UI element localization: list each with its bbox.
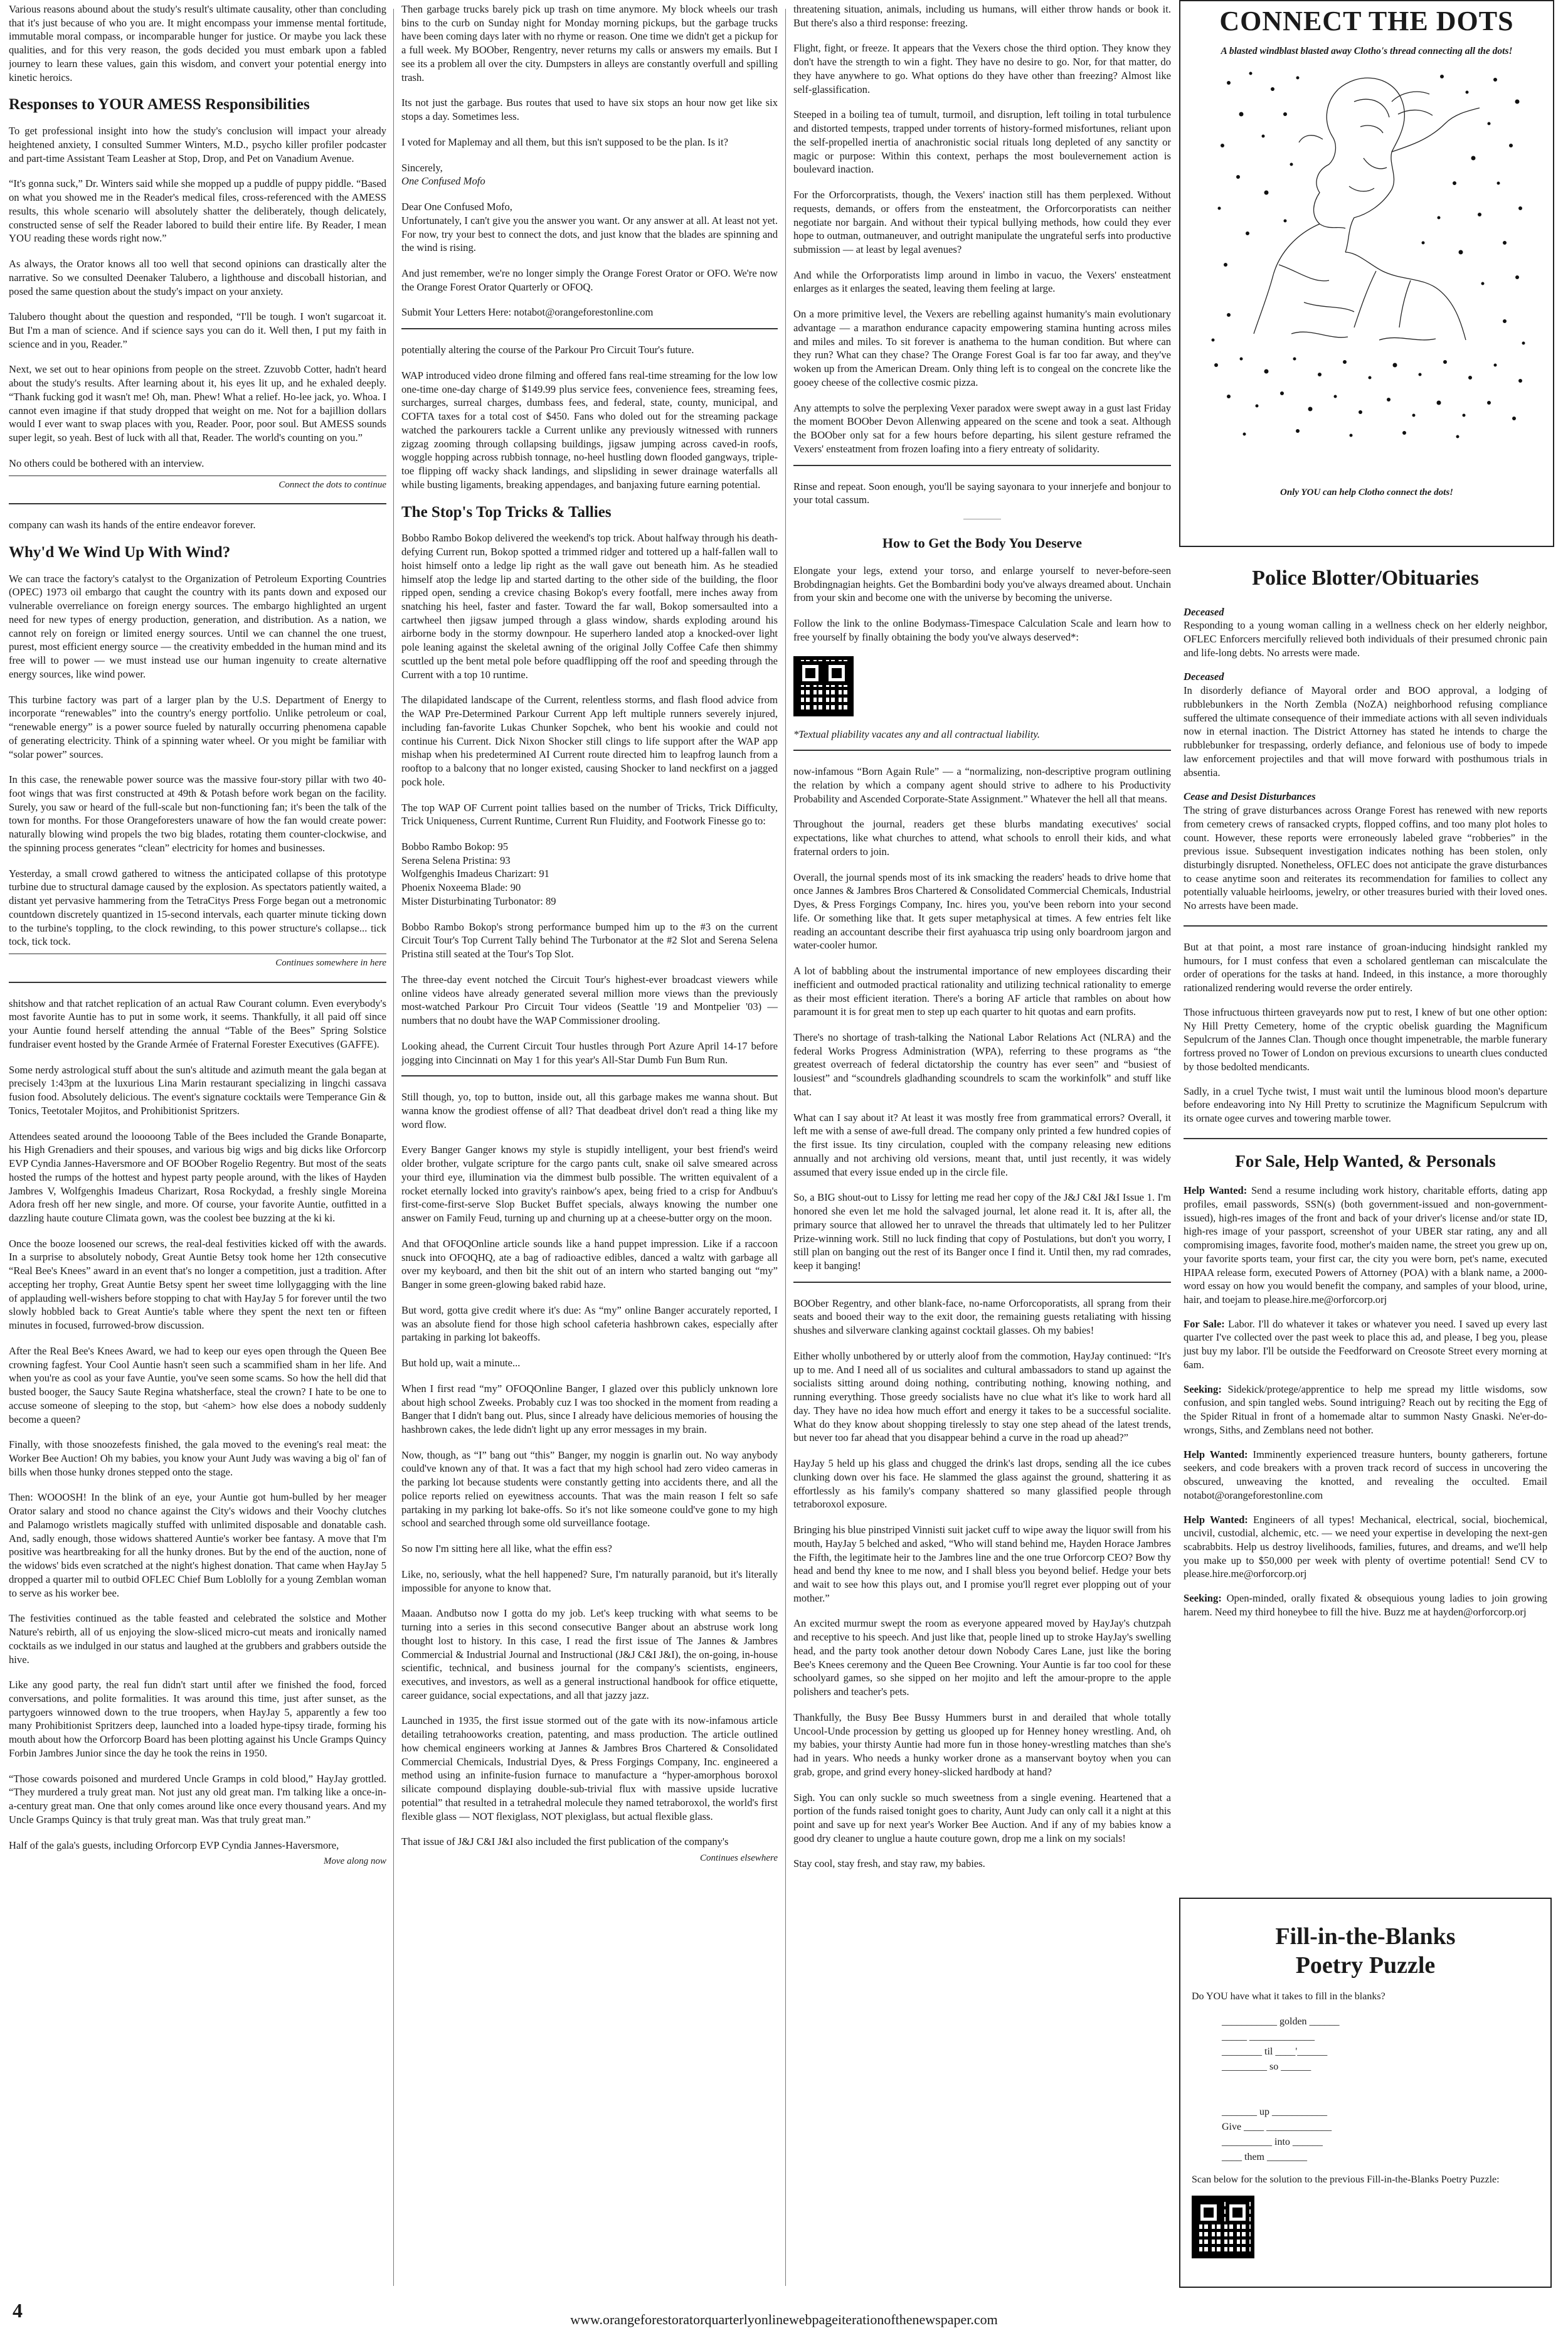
reply-paragraph: And just remember, we're no longer simply the Orange Forest Orator or OFO. We're now the Orange Forest Orator Quarterly or OFOQ. [401,267,778,293]
article-paragraph: Either wholly unbothered by or utterly aloof from the commotion, HayJay continued: “It's up to me. And I need all of us socialites and cultural ambassadors to stand up against the socialists sitting around doing nothing, contributing nothing, knowing nothing, and running everything. Those greedy socialists have no clue what it's like to work hard all day. They have no idea how much effort and energy it takes to be a successful socialite. What do they know about shopping tirelessly to stay one step ahead of the latest trends, but never too far ahead that you disappear behind a curve in the road up ahead?” [793,1349,1171,1444]
article-paragraph: “It's gonna suck,” Dr. Winters said while she mopped up a puddle of puppy piddle. “Based on what you showed me in the Reader's medical files, cross-referenced with the AMESS results, this whole scenario will absolutely shatter the deliberately, though delicately, constructed sense of self the Reader labored to build their entire life. By Reader, I mean YOU reading these words right now.” [9,178,386,245]
article-paragraph: A lot of babbling about the instrumental importance of new employees discarding their inefficient and outmoded practical rationality and utilizing technical rationality to emerge as their most efficient iteration. There's a boring AF article that rambles on about how paramount it is for great men to step up each quarter to hit quotas and earn profits. [793,965,1171,1018]
ad-disclaimer: *Textual pliability vacates any and all contractual liability. [793,728,1040,740]
article-paragraph: Half of the gala's guests, including Orforcorp EVP Cyndia Jannes-Haversmore, [9,1839,339,1851]
article-paragraph: Bobbo Rambo Bokop delivered the weekend's top trick. About halfway through his death-defying Current run, Bokop spotted a trimmed ridger and tottered up a half-fallen wall to hoist himself onto a ledge lip right as the wall gave out beneath him. As he steadied himself atop the ledge lip and started darting to the other side of the building, the floor ripped open, sending a crevice chasing Bokop's every footfall, mere inches away from snatching his heel, faster and faster. Toward the far wall, Bokop somersaulted into a cartwheel then jigsaw jumped through a glass window, shards exploding around his airborne body in the stormy downpour. He superhero landed atop a knocked-over light pole leaning against the skeletal awning of the original Jolly Coffee Cafe then shimmy scuttled up the bent metal pole before quadflipping off the roof and speeding through the Current with a top 10 runtime. [401,532,778,681]
score-item: Serena Selena Pristina: 93 [401,854,511,866]
article-paragraph: Throughout the journal, readers get these blurbs mandating executives' social expectations, like what churches to attend, what schools to enroll their kids, and what fraternal orders to join. [793,818,1171,858]
ad-label: Help Wanted: [1184,1513,1248,1526]
dots-title: CONNECT THE DOTS [1219,6,1514,36]
column-3 [793,3,1171,2292]
article-paragraph: Like any good party, the real fun didn't start until after we finished the food, forced conversations, and polite formalities. It was around this time, just after sunset, as the partygoers winnowed down to the true troopers, when HayJay 5, apparently a few too many Prohibitionist Spritzers deep, launched into a loaded hype-tipsy tirade, forming his mouth about how the Orforcorp Board has been plotting against his Uncle Gramps Quincy Forbin Jambres Junior since the day he took the reins in 1950. [9,1679,386,1759]
section-heading: Responses to YOUR AMESS Responsibilities [9,96,310,114]
article-paragraph: Finally, with those snoozefests finished, the gala moved to the evening's real meat: the Worker Bee Auction! Oh my babies, you know your Aunt Judy was waving a big ol' fan of bills when those hunky drones stepped onto the stage. [9,1438,386,1478]
article-paragraph: threatening situation, animals, including us humans, will either throw hands or book it. But there's also a third response: freezing. [793,3,1171,29]
poem-question: Do YOU have what it takes to fill in the blanks? [1192,1991,1385,2002]
article-paragraph: Bringing his blue pinstriped Vinnisti suit jacket cuff to wipe away the liquor swill from his mouth, HayJay 5 belched and asked, “Who will stand behind me, Hayden Horace Jambres the Fifth, the legitimate heir to the Jambres line and the one true Orforcorp CEO? Bow thy head and bend thy knee to me now, and I shall bless you beyond belief. Hedge your bets and wait to see how this plays out, and I promise you'll regret ever plopping out of your mother.” [793,1524,1171,1604]
connect-the-dots-box [1179,0,1554,547]
article-paragraph: The three-day event notched the Circuit Tour's highest-ever broadcast viewers while online videos have already generated several million more views than the previously most-watched Parkour Pro Circuit Tour videos (Seattle '19 and Montpelier '03) — numbers that no doubt have the WAP Commissioner drooling. [401,973,778,1027]
article-paragraph: Once the booze loosened our screws, the real-deal festivities kicked off with the awards. In a surprise to absolutely nobody, Great Auntie Betsy took home her 12th consecutive “Real Bee's Knees” award in an event that's no longer a competition, just a tradition. After accepting her trophy, Great Auntie Betsy spent her sweet time lollygagging with the line of applauding well-wishers before stopping to chat with HayJay 5 for forever until the two slowly hobbled back to Great Auntie's table where they spent the next ten or fifteen minutes in focused, furrowed-brow discussion. [9,1237,386,1332]
article-paragraph: And that OFOQOnline article sounds like a hand puppet impression. Like if a raccoon snuck into OFOQHQ, ate a bag of radioactive edibles, danced a waltz with garbage all over my keyboard, and then bit the shit out of an intern who started banging out “my” Banger in some green-glowing baked rabid haze. [401,1237,778,1291]
poem-line[interactable]: ___________ golden ______ [1222,2016,1340,2027]
score-item: Wolfgenghis Imadeus Charizart: 91 [401,868,549,880]
article-paragraph: Now, though, as “I” bang out “this” Banger, my noggin is gnarlin out. No way anybody could've known any of that. It was a fact that my high school had zero video cameras in the parking lot because students were constantly getting into accidents there, and all the police reports relied on eyewitness accounts. That was the main reason I felt so safe partaking in my parking lot bake-offs. So it's not like someone could've gone to my high school and searched through some old surveillance footage. [401,1448,778,1529]
article-paragraph: Thankfully, the Busy Bee Bussy Hummers burst in and derailed that whole totally Uncool-Unde procession by getting us glooped up for Henney honey wrestling. And, oh my babies, your thirsty Auntie had more fun in those honey-wrestling matches than she's had in years. Who needs a hunky worker drone as a manservant boytoy when you can grab, grope, and grind every honey-slicked hardbody at hand? [793,1711,1171,1778]
article-paragraph: Stay cool, stay fresh, and stay raw, my babies. [793,1857,985,1870]
article-paragraph: now-infamous “Born Again Rule” — a “normalizing, non-descriptive program outlining the relation by which a company agent should strive to adhere to his Productivity Probability and Ascended Corporate-State Assignment.” Whatever the hell all that means. [793,765,1171,805]
article-divider [793,465,1171,466]
article-paragraph: Sigh. You can only suckle so much sweetness from a single evening. Heartened that a portion of the funds raised tonight goes to charity, Aunt Judy can only call it a night at this point and save up for next year's Worker Bee Auction. And if any of my babies know a good dry cleaner to unglue a haute couture gown, drop me a link on my socials! [793,1791,1171,1844]
poem-line [1222,2076,1539,2088]
section-heading: The Stop's Top Tricks & Tallies [401,503,612,521]
article-paragraph: This turbine factory was part of a larger plan by the U.S. Department of Energy to incorporate “renewables” into the country's energy portfolio. Unlike petroleum or coal, “renewable energy” is a power source fueled by naturally occurring phenomena capable of generating electricity. Think of a spinning water wheel. Or you might be familiar with “solar power” sources. [9,693,386,760]
article-paragraph: Next, we set out to hear opinions from people on the street. Zzuvobb Cotter, hadn't heard about the study's results. After learning about it, his eyes lit up, and he exhaled deeply. “Thank fucking god it wasn't me! Oh, man. Phew! What a relief. Ho-lee jack, yo. Whoa. I cannot even imagine if that study dropped that weight on me. Not for a bajillion dollars would I ever want to swap places with you, Reader. Poor, poor soul. But AMESS sounds super legit, so yeah. Best of luck with all that, Reader. The world's counting on you.” [9,363,386,444]
blotter-text: The string of grave disturbances across Orange Forest has renewed with new reports from cemetery crews of ransacked crypts, flopped coffins, and too many plot holes to count. However, these reports were erroneously labeled grave “robberies” in the previous issue. Subsequent investigation indicates nothing has been stolen, only disturbingly disrupted. Nonetheless, OFLEC does not anticipate the grave disturbances to cease anytime soon and reiterates its recommendation for families to collect any potentially valuable heirlooms, jewelry, or other treasures buried with their loved ones. No arrests have been made. [1184,804,1547,912]
column-1 [9,3,386,2292]
police-title: Police Blotter/Obituaries [1252,566,1479,590]
ad-text: Open-minded, orally fixated & obsequious young ladies to join growing harem. Need my third honeybee to fill the hive. Buzz me at hayden@orforcorp.orj [1184,1592,1547,1618]
poem-blanks[interactable] [1192,2016,1539,2163]
footer-url[interactable]: www.orangeforestoratorquarterlyonlinewebpageiterationofthenewspaper.com [570,2312,998,2327]
article-paragraph: Launched in 1935, the first issue stormed out of the gate with its now-infamous article detailing tetrahooworks creation, patenting, and mass production. The article outlined how chemical engineers working at Jannes & Jambres Bros Chartered & Consolidated Commercial Chemicals, Industrial Dyes, & Press Forgings Company, Inc. engineered a method using an infinite-fusion furnace to manufacture a “hyper-amorphous boroxol silicate compound displaying double-sub-trivial flux with massive upside lucrative potential” that resulted in a tetrahedral molecule they named tetraboroxol, the world's first flexible glass — NOT flexiglass, NOT plexiglass, but actual flexible glass. [401,1714,778,1822]
article-paragraph: Sadly, in a cruel Tyche twist, I must wait until the luminous blood moon's departure before endeavoring into Ny Hill Pretty to scrutinize the Magnificum Sepulcrum with its ornate ogee curves and towering marble tower. [1184,1085,1547,1125]
column-rule [785,9,786,2286]
article-paragraph: Every Banger Ganger knows my style is stupidly intelligent, your best friend's weird older brother, vulgate scripture for the cargo pants cult, snake oil salve smeared across your third eye, illumination via the dimmest bulb possible. The written equivalent of a rocket eternally locked into gravity's rainbow's apex, being fried to a crisp for Andbuu's first-come-first-serve Slop Bucket Buffet specials, always knowing the number one answer on Family Feud, turning up and churning up at a cheese-butter orgy on the moon. [401,1144,778,1225]
article-paragraph: An excited murmur swept the room as everyone appeared moved by HayJay's chutzpah and receptive to his speech. And just like that, people lined up to stroke HayJay's swelling head, and the party took another detour down Nobody Cares Lane, just like the boring Bee's Knees ceremony and the Queen Bee Crowning. Your Auntie is far too cool for these schoolyard games, so she sipped on her mojito and left the amour-propre to the apple polishers and teacher's pets. [793,1617,1171,1698]
score-item: Mister Disturbinating Turbonator: 89 [401,895,556,907]
poem-footer: Scan below for the solution to the previous Fill-in-the-Blanks Poetry Puzzle: [1192,2174,1500,2186]
continuation-note: Continues elsewhere [699,1853,778,1864]
article-paragraph: Then: WOOOSH! In the blink of an eye, your Auntie got hum-bulled by her meager Orator salary and stood no chance against the City's widows and their Voochy clutches and Palamogo wristlets magically stuffed with unlimited disposable and donatable cash. And, sadly enough, those widows shattered Auntie's worker bee fantasy. A move that I'm positive was heartbreaking for all the hunky drones. But by the end of the auction, none of the widows' bids even scratched at the night's highest donation. That came when HayJay 5 dropped a quarter mil to outbid OFLEC Chief Bum Loblolly for a young Zemblan woman to serve as his worker bee. [9,1491,386,1599]
dots-caption: Only YOU can help Clotho connect the dots! [1280,487,1453,497]
article-divider [793,1282,1171,1283]
article-divider [9,982,386,983]
article-paragraph: As always, the Orator knows all too well that second opinions can drastically alter the narrative. So we consulted Deenaker Talubero, a lighthouse and discoball historian, and posed the same question about the study's impact on your anxiety. [9,258,386,297]
article-paragraph: Looking ahead, the Current Circuit Tour hustles through Port Azure April 14-17 before jogging into Cincinnati on May 1 for this year's All-Star Dumb Fun Bum Run. [401,1039,778,1066]
blotter-text: In disorderly defiance of Mayoral order and BOO approval, a lodging of rubblebunkers in the North Zembla (NoZA) neighborhood refusing compliance suffered the ultimate consequence of their immediate actions with all seven individuals now in eternal inaction. The District Attorney has stated he intends to charge the rubblebunker for trespassing, orderly defiance, and felonious use of body to impede law enforcement projectiles and that will move forward with posthumous trials in absentia. [1184,684,1547,779]
poem-line[interactable]: ________ til ____'______ [1222,2046,1328,2058]
score-list [401,840,778,908]
submission-email: Submit Your Letters Here: notabot@orangeforestonline.com [401,306,654,319]
article-divider [401,328,778,329]
article-paragraph: The top WAP OF Current point tallies based on the number of Tricks, Trick Difficulty, Trick Uniqueness, Current Runtime, Current Run Fluidity, and Footwork Finesse go to: [401,801,778,827]
article-paragraph: So, a BIG shout-out to Lissy for letting me read her copy of the J&J C&I J&I Issue 1. I'm honored she even let me hold the salvaged journal, let alone read it. It is, after all, the primary source that allowed her to unravel the threads that ultimately led to her Pulitzer Prize-winning work. Still no luck finding that copy of Postulations, but don't you worry, I still plan on banging out the rest of its Banger once I find it. Until then, my rad comrades, keep it banging! [793,1191,1171,1272]
letter-paragraph: Then garbage trucks barely pick up trash on time anymore. My block wheels our trash bins to the curb on Sunday night for Monday morning pickups, but the garbage trucks have been coming days later with no rhyme or reason. One time we didn't get a pickup for a full week. My BOOber, Rengentry, never returns my calls or answers my emails. But I see its a problem all over the city. Dumpsters in alleys are constantly overfull and spilling trash. [401,3,778,83]
poem-title: Fill-in-the-Blanks Poetry Puzzle [1275,1923,1456,1979]
ad-text: Engineers of all types! Mechanical, electrical, social, biochemical, uncivil, custodial, alchemic, etc. — we need your expertise in developing the next-gen scabrabbits. Help us destroy livelihoods, families, futures, and dreams, and we'll help you make up to $50,000 per week with plenty of overtime potential! Send CV to please.hire.me@orforcorp.orj [1184,1513,1547,1580]
article-paragraph: So now I'm sitting here all like, what the effin ess? [401,1543,612,1555]
article-paragraph: Steeped in a boiling tea of tumult, turmoil, and disruption, left toiling in total turbulence and distorted tempests, trapped under torrents of history-formed misfortunes, reliant upon the self-propelled inertia of anachronistic social rituals long depleted of any sanctity or magic or purpose: Within this context, perhaps the most boulevernement action is boulevard inaction. [793,109,1171,176]
ad-paragraph: Follow the link to the online Bodymass-Timespace Calculation Scale and learn how to free yourself by finally obtaining the body you've always deserved*: [793,617,1171,643]
ad-label: Help Wanted: [1184,1448,1248,1460]
section-divider [1184,1138,1547,1139]
article-paragraph: After the Real Bee's Knees Award, we had to keep our eyes open through the Queen Bee crowning fagfest. Your Cool Auntie hasn't seen such a scammified sham in her life. And when you're as cool as your fave Auntie, you've seen some scams. So how the hell did that busted booger, the Saucy Saute Regina whatsherface, steal the crown? I hate to be one to accuse someone of sleeping to the stop, but <ahem> how else does a nobody suddenly become a queen? [9,1344,386,1425]
article-paragraph: Various reasons abound about the study's result's ultimate causality, other than concluding that it's just because of who you are. It might encompass your immense mental fortitude, immutable moral compass, or incomparable hunger for justice. Or maybe you lack these qualities, and for this very reason, the gods decided you must embark upon a fabled journey to learn these values, gain this wisdom, and convert your potential energy into kinetic heroics. [9,3,386,83]
article-paragraph: For the Orforcorpratists, though, the Vexers' inaction still has them perplexed. Without requests, demands, or offers from the ensteatment, the Orforcorporatists can neither negotiate nor bargain. And without their typical bullying methods, how could they ever hope to outman, outmaneuver, and outright manipulate the ungrateful serfs into productive submission — at least by legal avenues? [793,189,1171,256]
poem-line[interactable]: _________ so ______ [1222,2061,1311,2073]
qr-code-icon[interactable] [793,656,854,716]
article-paragraph: Some nerdy astrological stuff about the sun's altitude and azimuth meant the gala began at precisely 1:43pm at the luxurious Lina Marin restaurant specializing in lingchi cassava fusion food. Absolutely delicious. The event's signature cocktails were Temperance Gin & Tonics, Teetotaler Mojitos, and Prohibitionist Spritzers. [9,1063,386,1117]
article-paragraph: Yesterday, a small crowd gathered to witness the anticipated collapse of this prototype turbine due to structural damage caused by the explosion. As spectators patiently waited, a distant yet pervasive hammering from the TetraCitys Press Forge began out a metronomic countdown discretely quantized in 15-second intervals, each quarter minute ticking down to the turbine's toppling, to the clock rewinding, to this power structure's collapse... tick tock, tick tock. [9,867,386,948]
article-paragraph: When I first read “my” OFOQOnline Banger, I glazed over this publicly unknown lore about high school Zweeks. Probably cuz I was too shocked in the moment from reading a Banger that I didn't bang out. Plus, since I already have delicious memories of housing the hashbrown cakes, the lede didn't light up any error messages in my brain. [401,1382,778,1435]
ad-text: Labor. I'll do whatever it takes or whatever you need. I saved up every last quarter I've collected over the past week to place this ad, and please, I beg you, please just buy my labor. I'll be outside the Feedforward on Creosote Street every morning at 6am. [1184,1317,1547,1371]
poem-line[interactable]: _____ _____________ [1222,2031,1315,2043]
poem-line [1222,2091,1539,2103]
section-divider [1184,925,1547,927]
article-paragraph: What can I say about it? At least it was mostly free from grammatical errors? Overall, it left me with a sense of awe-full dread. The company only printed a few hundred copies of the first issue. Its tiny circulation, coupled with the company releasing new editions annually and not archiving old versions, meant that, until just recently, it was widely assumed that every issue ended up in the circle file. [793,1111,1171,1178]
article-paragraph: To get professional insight into how the study's conclusion will impact your already heightened anxiety, I consulted Summer Winters, M.D., psycho killer profiler podcaster and part-time Assistant Team Leasher at Stop, Drop, and Pet on Vanadium Avenue. [9,125,386,164]
article-paragraph: Those infructuous thirteen graveyards now put to rest, I knew of but one other option: Ny Hill Pretty Cemetery, home of the cryptic obelisk guarding the Magnificum Sepulcrum of the Jannes Clan. Though once thought impenetrable, the marble funerary fortress proved no Tower of London on previous excursions to unearth clues conducted by those bedolted mendicants. [1184,1006,1547,1073]
article-paragraph: We can trace the factory's catalyst to the Organization of Petroleum Exporting Countries (OPEC) 1973 oil embargo that caught the country with its pants down and exposed our vulnerable overreliance on foreign energy sources. The embargo highlighted an urgent need for new types of energy production, generation, and distribution. As a nation, we cannot rely on foreign or limited energy sources. Until we can channel the one truest, purest, most efficient energy source — the creativity embedded in the human mind and its free will to power — we must instead use our human ingenuity to create alternative energy sources, like wind power. [9,572,386,680]
score-item: Phoenix Noxeema Blade: 90 [401,881,521,894]
section-heading: Why'd We Wind Up With Wind? [9,543,231,561]
continuation-note: Continues somewhere in here [9,954,386,970]
letter-signoff: Sincerely, [401,161,443,174]
article-paragraph: Rinse and repeat. Soon enough, you'll be saying sayonara to your innerjefe and bonjour to your total cassum. [793,480,1171,506]
ad-heading: How to Get the Body You Deserve [882,535,1083,551]
article-paragraph: Maaan. Andbutso now I gotta do my job. Let's keep trucking with what seems to be turning into a series in this second consecutive Banger about an abstruse work long thought lost to history. In this case, I read the first issue of The Jannes & Jambres Commercial & Industrial Journal and Instructional (J&J C&I J&I), the on-going, in-house scientific, technical, and business journal for the company's scientists, engineers, executives, and investors, as well as a general instructional handbook for office etiquette, career guidance, social expectations, and all that jazzy jazz. [401,1607,778,1701]
article-divider [793,750,1171,751]
article-paragraph: No others could be bothered with an interview. [9,457,204,469]
column-rule [393,9,394,2286]
reply-salutation: Dear One Confused Mofo, [401,201,512,213]
blotter-label: Cease and Desist Disturbances [1184,790,1316,803]
letter-paragraph: I voted for Maplemay and all them, but this isn't supposed to be the plan. Is it? [401,136,728,148]
page-number: 4 [13,2299,23,2322]
article-paragraph: And while the Orforporatists limp around in limbo in vacuo, the Vexers' ensteatment enlarges as it enlarges the seated, leaving them feeling at large. [793,268,1171,295]
reply-paragraph: Unfortunately, I can't give you the answer you want. Or any answer at all. At least not yet. For now, try your best to connect the dots, and just know that the blades are spinning and the wind is rising. [401,214,778,254]
article-paragraph: Flight, fight, or freeze. It appears that the Vexers chose the third option. They know they don't have the strength to win a fight. They have no desire to go. Nor, for that matter, do they have anywhere to go. What options do they have other than freezing? Almost like self-glassification. [793,42,1171,95]
article-paragraph: The dilapidated landscape of the Current, relentless storms, and flash flood advice from the WAP Pre-Determined Parkour Current App left multiple runners severely injured, including fan-favorite Lukas Chunker Sopchek, who bent his wookie and could not continue his Current. Dick Nixon Shocker still clings to life support after the WAP app mishap when his predetermined AI Current route directed him to leapfrog launch from a rooftop to a balcony that no longer existed, causing Shocker to land neckfirst on a jagged pock hole. [401,694,778,788]
article-paragraph: Still though, yo, top to button, inside out, all this garbage makes me wanna shout. But wanna know the grodiest offense of all? That deadbeat drivel don't read a thing like my word flow. [401,1091,778,1130]
article-paragraph: But hold up, wait a minute... [401,1357,521,1369]
ad-label: Help Wanted: [1184,1184,1248,1197]
article-paragraph: Like, no, seriously, what the hell happened? Sure, I'm naturally paranoid, but it's literally impossible for anyone to know that. [401,1568,778,1594]
article-paragraph: On a more primitive level, the Vexers are rebelling against humanity's main evolutionary advantage — a marathon endurance capacity empowering stamina hunting across miles and miles and miles. To sit forever is anathema to the human condition. But where can they run? What can they chase? The Orange Forest Goal is far too far away, and they've woken up from the American Dream. Only thing left is to congeal on the concrete like the gooey cheese of the collective cosmic pizza. [793,308,1171,388]
article-divider [9,503,386,504]
continuation-note: Move along now [324,1856,386,1867]
letter-signature: One Confused Mofo [401,175,485,188]
ad-label: Seeking: [1184,1383,1222,1395]
score-item: Bobbo Rambo Bokop: 95 [401,841,509,853]
ad-text: Imminently experienced treasure hunters, bounty gatherers, fortune seekers, and code breakers with a proven track record of success in uncovering the obscured, unweaving the knotted, and revealing the occulted. Email notabot@orangeforestonline.com [1184,1448,1548,1501]
poem-line[interactable]: Give ____ _____________ [1222,2122,1332,2133]
article-paragraph: potentially altering the course of the Parkour Pro Circuit Tour's future. [401,344,694,356]
poem-line[interactable]: ____ them ________ [1222,2152,1307,2163]
article-paragraph: WAP introduced video drone filming and offered fans real-time streaming for the low low one-time one-day charge of $149.99 plus service fees, convenience fees, streaming fees, surcharges, surreal charges, dumbass fees, and federal, state, county, municipal, and COFTA taxes for a total cost of $450. Fans who doled out for the streaming package watched the parkourers tackle a Current unlike any previously witnessed with runners zigzag zooming through collapsing buildings, jigsaw jumping across caved-in roofs, woggle hopping across rubbish tonnage, no-heel hustling down flooded gangways, triple-toe flipping off wacky shack landings, and slipsliding in sewer drainage waterfalls all while busting ligaments, breaking appendages, and banjaxing future earning potential. [401,369,778,491]
poetry-puzzle-box [1179,1898,1552,2288]
blotter-label: Deceased [1184,605,1224,618]
article-paragraph: company can wash its hands of the entire endeavor forever. [9,519,256,531]
letter-paragraph: Its not just the garbage. Bus routes that used to have six stops an hour now get like six stops a day. Sometimes less. [401,97,778,123]
ad-text: Send a resume including work history, charitable efforts, dating app profiles, email passwords, SSN(s) (both government-issued and non-government-issued), high-res images of the front and back of your driver's license and/or state ID, high-res image of your passport, screenshot of your UBER star rating, any and all compromising images, favorite food, mother's maiden name, the street you grew up on, your favorite sports team, your first car, the city you were born, pet's name, executed HIPAA release form, executed Powers of Attorney (POA) with a blank name, a 2000-word essay on how you would benefit the company, and samples of your blood, urine, hair, and toejam to please.hire.me@orforcorp.orj [1184,1184,1548,1305]
dots-subtitle: A blasted windblast blasted away Clotho's thread connecting all the dots! [1221,46,1513,56]
blotter-text: Responding to a young woman calling in a wellness check on her elderly neighbor, OFLEC Enforcers mercifully relieved both individuals of their presumed chronic pain and life-long debts. No arrests were made. [1184,619,1547,659]
dot-puzzle-illustration[interactable] [1204,64,1530,440]
column-2 [401,3,778,2292]
poem-line[interactable]: _______ up ___________ [1222,2107,1327,2118]
article-paragraph: There's no shortage of trash-talking the National Labor Relations Act (NLRA) and the federal Works Progress Administration (WPA), referring to these programs as “the greatest overreach of federal dictatorship the country has ever seen” and “busiest of lousiest” and “scoundrels gladhanding scoundrels to scam the workinfolk” and stuff like that. [793,1031,1171,1098]
article-paragraph: The festivities continued as the table feasted and celebrated the solstice and Mother Nature's rebirth, all of us enjoying the slow-sliced micro-cut meats and ironically named cocktails as we indulged in our status and laughed at the grubbers and grabbers outside the hive. [9,1612,386,1666]
article-paragraph: But at that point, a most rare instance of groan-inducing hindsight rankled my humours, for I must confess that even a scholared gentleman can miscalculate the order of operations for the tasks at hand. Indeed, in this instance, a more thoroughly rationalized rendering would reverse the order entirely. [1184,940,1547,994]
article-paragraph: That issue of J&J C&I J&I also included the first publication of the company's [401,1836,729,1848]
article-paragraph: In this case, the renewable power source was the massive four-story pillar with two 40-foot wings that was first constructed at 49th & Potash before work began on the facility. Surely, you saw or heard of the full-scale but non-functioning fan; it's been the talk of the town for months. For those Orangeforesters unaware of how the fan would create power: naturally blowing wind propels the two big blades, rotating them counter-clockwise, and the spinning process generates “clean” electricity for homes and businesses. [9,773,386,854]
continuation-note: Connect the dots to continue [9,476,386,492]
article-paragraph: Attendees seated around the looooong Table of the Bees included the Grande Bonaparte, his High Grenadiers and their spouses, and various big wigs and big dicks like Orforcorp EVP Cyndia Jannes-Haversmore and OF BOOber Rogelio Regentry. But most of the seats hosted the rumps of the hottest and hypest party people around, with the likes of Hayden Jambres V, Wolfgenghis Imadeus Charizart, Rosa Rockydad, a freshly single Moreina Adora fresh off her new single, and more. Of course, your favorite Auntie, outfitted in a dazzling haute couture Climata gown, was the coolest bee buzzing at the ki ki. [9,1130,386,1224]
sale-title: For Sale, Help Wanted, & Personals [1235,1151,1496,1171]
article-paragraph: Any attempts to solve the perplexing Vexer paradox were swept away in a gust last Friday the moment BOOber Devon Allenwing appeared on the scene and took a seat. Although the BOOber only sat for a few hours before departing, his silent gesture reframed the Vexers' ensteatment from frozen loafing into a fiery entreaty of solidarity. [793,401,1171,455]
ad-text: Sidekick/protege/apprentice to help me spread my little wisdoms, sow confusion, and spin tangled webs. Sound intriguing? Reach out by reciting the Egg of the Spider Ritual in front of a homemade altar to summon Nasty Gnaski. Ne'er-do-wrongs, Siths, and Zemblans need not bother. [1184,1383,1547,1436]
police-blotter-section [1184,565,1547,1630]
article-paragraph: But word, gotta give credit where it's due: As “my” online Banger accurately reported, I was an absolute fiend for those high school cafeteria hashbrown cakes, especially after partaking in parking lot bakeoffs. [401,1304,778,1344]
article-paragraph: shitshow and that ratchet replication of an actual Raw Courant column. Even everybody's most favorite Auntie has to put in some work, it seems. Thankfully, it all paid off since your Auntie found herself attending the annual “Table of the Bees” Spring Solstice fundraiser event hosted by the Grande Armée of Fraternal Forester Executives (GAFFE). [9,997,386,1050]
article-paragraph: Overall, the journal spends most of its ink smacking the readers' heads to drive home that once Jannes & Jambres Bros Chartered & Consolidated Commercial Chemicals, Industrial Dyes, & Press Forgings Company, Inc. hires you, you've been reborn into your second life. Or something like that. It gets super metaphysical at times. A few entries felt like reading an accountant describe their first ayahuasca trip using only boardroom jargon and water-cooler humor. [793,871,1171,952]
article-paragraph: Bobbo Rambo Bokop's strong performance bumped him up to the #3 on the current Circuit Tour's Top Current Tally behind The Turbonator at the #2 Slot and Serena Selena Pristina still seated at the Tour's Top Slot. [401,920,778,960]
article-divider [401,1075,778,1076]
ad-label: For Sale: [1184,1317,1225,1330]
blotter-label: Deceased [1184,671,1224,683]
ad-label: Seeking: [1184,1592,1222,1605]
article-paragraph: Talubero thought about the question and responded, “I'll be tough. I won't sugarcoat it. But I'm a man of science. And if science says you can do it. Well then, I put my faith in science and in you, Reader.” [9,311,386,350]
article-paragraph: HayJay 5 held up his glass and chugged the drink's last drops, sending all the ice cubes clunking down over his face. He slammed the glass against the ground, shattering it as effortlessly as his family's company shattered so many glassified people through tetraboroxol exposure. [793,1457,1171,1511]
qr-code-icon[interactable] [1192,2196,1254,2258]
article-paragraph: “Those cowards poisoned and murdered Uncle Gramps in cold blood,” HayJay grottled. “They murdered a truly great man. Not just any old great man. I'm talking like a once-in-a-century great man. One that only comes around like once every thousand years. And my Uncle Gramps Quincy is that truly great man. Was that truly great man.” [9,1772,386,1825]
article-paragraph: BOOber Regentry, and other blank-face, no-name Orforcoporatists, all sprang from their seats and booed their way to the exit door, the remaining guests retaliating with hissing shushes and silverware clanking against cocktail glasses. Oh my babies! [793,1297,1171,1337]
ad-paragraph: Elongate your legs, extend your torso, and enlarge yourself to never-before-seen Brobdingnagian heights. Get the Bombardini body you've always dreamed about. Unchain from your skin and become one with the universe by becoming the universe. [793,564,1171,604]
poem-line[interactable]: __________ into ______ [1222,2137,1323,2148]
